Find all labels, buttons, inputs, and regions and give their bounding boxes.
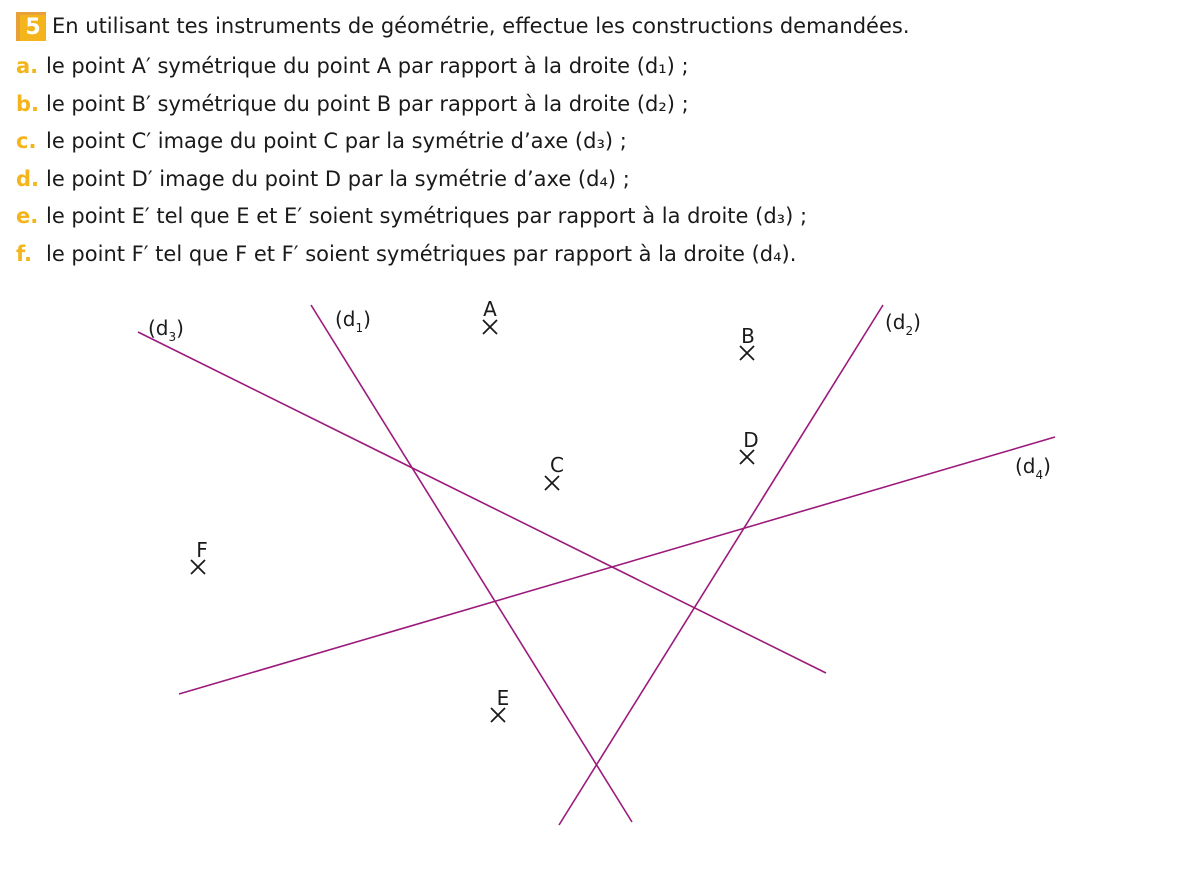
point-E-label: E xyxy=(496,686,510,710)
point-A xyxy=(483,297,497,334)
item-letter: b. xyxy=(16,91,40,116)
item-letter: c. xyxy=(16,129,37,154)
label-d4 xyxy=(1015,454,1051,482)
label-d2 xyxy=(885,310,921,338)
label-d3-close: ) xyxy=(176,316,184,340)
item-letter: e. xyxy=(16,204,39,229)
label-d4-sub: 4 xyxy=(1035,468,1044,482)
point-B xyxy=(740,324,755,360)
item-text: le point E′ tel que E et E′ soient symétriques par rapport à la droite (d₃) ; xyxy=(46,204,808,229)
point-B-label: B xyxy=(741,324,755,348)
point-B-cross xyxy=(740,346,754,360)
item-letter: f. xyxy=(16,241,32,266)
point-E-cross xyxy=(491,708,505,722)
item-letter: d. xyxy=(16,166,40,191)
point-A-cross xyxy=(483,320,497,334)
label-d1-letter: (d xyxy=(335,307,356,331)
point-C-cross xyxy=(545,476,559,490)
label-d4-letter: (d xyxy=(1015,454,1036,478)
label-d4-close: ) xyxy=(1043,454,1051,478)
exercise-number: 5 xyxy=(20,15,46,41)
point-E xyxy=(491,686,509,722)
label-d1-sub: 1 xyxy=(355,321,364,335)
point-F-label: F xyxy=(196,538,208,562)
point-D xyxy=(740,428,759,464)
item-text: le point D′ image du point D par la symétrie d’axe (d₄) ; xyxy=(46,166,630,191)
item-text: le point A′ symétrique du point A par rapport à la droite (d₁) ; xyxy=(46,54,689,78)
item-text: le point F′ tel que F et F′ soient symétriques par rapport à la droite (d₄). xyxy=(46,241,797,266)
exercise-prompt: En utilisant tes instruments de géométrie, effectue les constructions demandées. xyxy=(52,14,910,38)
item-letter: a. xyxy=(16,54,39,78)
label-d1-close: ) xyxy=(363,307,371,331)
line-d3 xyxy=(138,332,826,673)
point-D-cross xyxy=(740,450,754,464)
point-C xyxy=(545,453,564,490)
label-d3-letter: (d xyxy=(148,316,169,340)
label-d2-sub: 2 xyxy=(905,324,914,338)
label-d3 xyxy=(148,316,184,344)
point-D-label: D xyxy=(743,428,759,452)
item-text: le point B′ symétrique du point B par rapport à la droite (d₂) ; xyxy=(46,91,689,116)
line-d1 xyxy=(311,305,632,822)
point-F-cross xyxy=(191,560,205,574)
label-d3-sub: 3 xyxy=(168,330,177,344)
point-A-label: A xyxy=(483,297,497,321)
label-d2-close: ) xyxy=(913,310,921,334)
point-F xyxy=(191,538,208,574)
label-d1 xyxy=(335,307,371,335)
point-C-label: C xyxy=(550,453,564,477)
line-d4 xyxy=(179,437,1055,694)
item-text: le point C′ image du point C par la symétrie d’axe (d₃) ; xyxy=(46,129,627,154)
label-d2-letter: (d xyxy=(885,310,906,334)
